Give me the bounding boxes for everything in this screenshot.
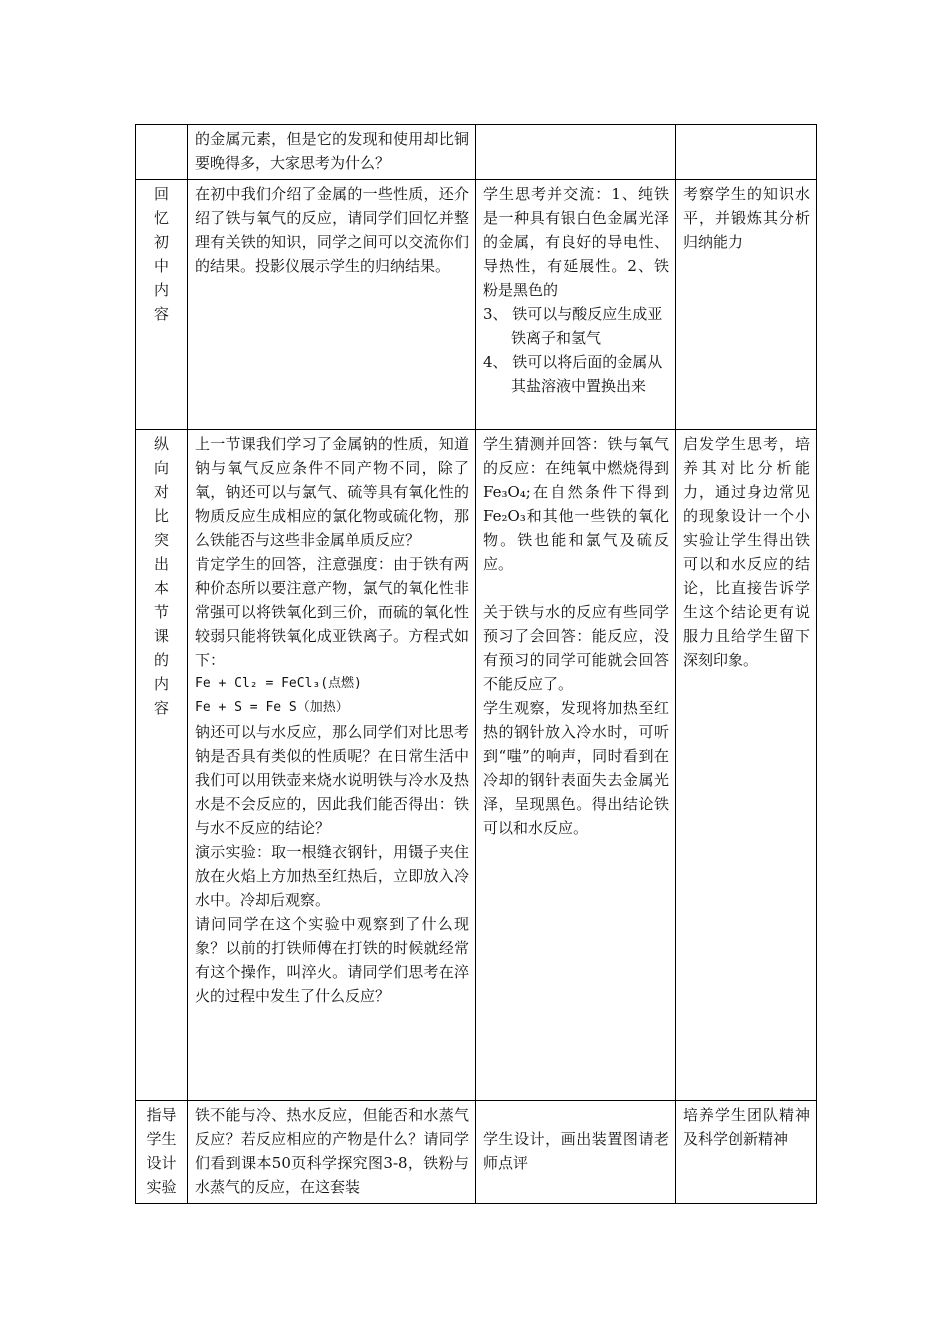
student-activity-cell xyxy=(476,1101,676,1204)
student-activity-cell xyxy=(476,125,676,180)
lesson-plan-table xyxy=(135,124,817,1204)
stage-label: 纵向对比突出本节课的内容 xyxy=(153,435,169,717)
table-row xyxy=(136,180,817,430)
teacher-text: 的金属元素，但是它的发现和使用却比铜要晚得多，大家思考为什么？ xyxy=(195,130,469,172)
student-text: 学生观察，发现将加热至红热的钢针放入冷水时，可听到“嗤”的响声，同时看到在冷却的钢针表面失去金属光泽，呈现黑色。得出结论铁可以和水反应。 xyxy=(483,699,669,837)
student-list-item: 4、 铁可以将后面的金属从其盐溶液中置换出来 xyxy=(483,353,663,395)
teacher-text: 上一节课我们学习了金属钠的性质，知道钠与氧气反应条件不同产物不同，除了氧，钠还可以与氯气、硫等具有氧化性的物质反应生成相应的氯化物或硫化物，那么铁能否与这些非金属单质反应？ xyxy=(195,435,469,549)
stage-cell xyxy=(136,1101,188,1204)
teacher-activity-cell xyxy=(188,125,476,180)
teacher-text: 在初中我们介绍了金属的一些性质，还介绍了铁与氧气的反应，请同学们回忆并整理有关铁的知识，同学之间可以交流你们的结果。投影仪展示学生的归纳结果。 xyxy=(195,185,469,275)
stage-label: 指导学生设计实验 xyxy=(146,1106,177,1196)
student-text: 关于铁与水的反应有些同学预习了会回答：能反应，没有预习的同学可能就会回答不能反应了。 xyxy=(483,603,669,693)
purpose-cell xyxy=(676,1101,817,1204)
table-row xyxy=(136,430,817,1101)
student-text: 学生思考并交流：1、纯铁是一种具有银白色金属光泽的金属，有良好的导电性、导热性，有延展性。2、铁粉是黑色的 xyxy=(483,185,669,299)
purpose-cell xyxy=(676,180,817,430)
purpose-text: 考察学生的知识水平，并锻炼其分析归纳能力 xyxy=(683,185,810,251)
teacher-text: 肯定学生的回答，注意强度：由于铁有两种价态所以要注意产物，氯气的氧化性非常强可以将铁氧化到三价，而硫的氧化性较弱只能将铁氧化成亚铁离子。方程式如下： xyxy=(195,555,469,669)
stage-cell xyxy=(136,430,188,1101)
teacher-text: 钠还可以与水反应，那么同学们对比思考钠是否具有类似的性质呢？在日常生活中我们可以用铁壶来烧水说明铁与冷水及热水是不会反应的，因此我们能否得出：铁与水不反应的结论？ xyxy=(195,723,469,837)
teacher-activity-cell xyxy=(188,1101,476,1204)
equation: Fe + Cl₂ = FeCl₃(点燃) xyxy=(195,676,362,691)
student-activity-cell xyxy=(476,180,676,430)
spacer xyxy=(483,576,669,600)
purpose-cell xyxy=(676,430,817,1101)
student-text: 学生设计，画出装置图请老师点评 xyxy=(483,1130,669,1172)
stage-cell xyxy=(136,180,188,430)
student-activity-cell xyxy=(476,430,676,1101)
purpose-cell xyxy=(676,125,817,180)
stage-label: 回忆初中内容 xyxy=(153,185,169,323)
table-row xyxy=(136,1101,817,1204)
teacher-activity-cell xyxy=(188,430,476,1101)
equation: Fe + S = Fe S（加热） xyxy=(195,700,349,715)
table-row xyxy=(136,125,817,180)
purpose-text: 启发学生思考，培养其对比分析能力，通过身边常见的现象设计一个小实验让学生得出铁可以和水反应的结论，比直接告诉学生这个结论更有说服力且给学生留下深刻印象。 xyxy=(683,435,810,669)
teacher-text: 请问同学在这个实验中观察到了什么现象？以前的打铁师傅在打铁的时候就经常有这个操作，叫淬火。请同学们思考在淬火的过程中发生了什么反应？ xyxy=(195,915,469,1005)
teacher-activity-cell xyxy=(188,180,476,430)
student-list-item: 3、 铁可以与酸反应生成亚铁离子和氢气 xyxy=(483,305,663,347)
teacher-text: 演示实验：取一根缝衣钢针，用镊子夹住放在火焰上方加热至红热后，立即放入冷水中。冷却后观察。 xyxy=(195,843,469,909)
teacher-text: 铁不能与冷、热水反应，但能否和水蒸气反应？若反应相应的产物是什么？请同学们看到课本50页科学探究图3-8，铁粉与水蒸气的反应，在这套装 xyxy=(195,1106,469,1196)
student-text: 学生猜测并回答：铁与氧气的反应：在纯氧中燃烧得到Fe₃O₄;在自然条件下得到Fe₂O₃和其他一些铁的氧化物。铁也能和氯气及硫反应。 xyxy=(483,435,669,573)
stage-cell xyxy=(136,125,188,180)
purpose-text: 培养学生团队精神及科学创新精神 xyxy=(683,1106,810,1148)
